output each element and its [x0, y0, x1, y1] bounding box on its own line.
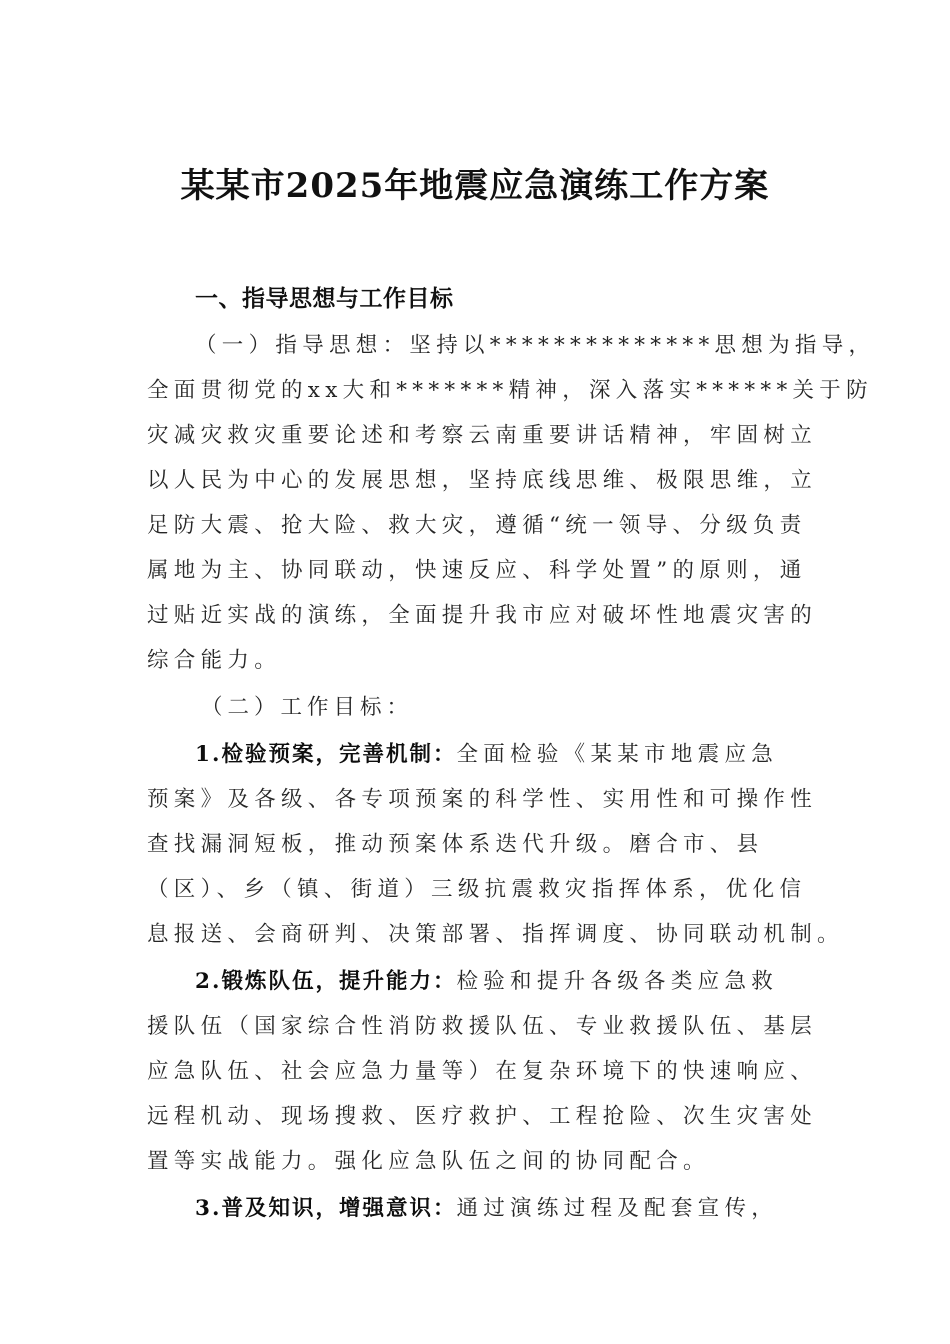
- goal-item-2-lead: 2.锻炼队伍，提升能力：: [195, 969, 457, 994]
- text-line: 应急队伍、社会应急力量等）在复杂环境下的快速响应、: [147, 1059, 818, 1084]
- text-line: 查找漏洞短板，推动预案体系迭代升级。磨合市、县: [147, 832, 764, 857]
- text-line: 远程机动、现场搜救、医疗救护、工程抢险、次生灾害处: [147, 1104, 818, 1129]
- text-line: 足防大震、抢大险、救大灾，遵循“统一领导、分级负责: [147, 513, 807, 538]
- text-line: 预案》及各级、各专项预案的科学性、实用性和可操作性: [147, 787, 818, 812]
- text-line: （一）指导思想：坚持以**************思想为指导，: [195, 333, 876, 358]
- text-line: 援队伍（国家综合性消防救援队伍、专业救援队伍、基层: [147, 1014, 818, 1039]
- text-line: 全面贯彻党的xx大和*******精神，深入落实******关于防: [147, 378, 873, 403]
- text-line: 息报送、会商研判、决策部署、指挥调度、协同联动机制。: [147, 922, 844, 947]
- goal-item-1: [147, 732, 844, 957]
- document-title: 某某市2025年地震应急演练工作方案: [180, 166, 770, 206]
- goal-item-1-lead: 1.检验预案，完善机制：: [195, 742, 457, 767]
- subheading-work-goals: （二）工作目标：: [201, 695, 414, 720]
- paragraph-guiding-ideology: [147, 323, 876, 683]
- goal-item-2: [147, 959, 818, 1184]
- text-line: 属地为主、协同联动，快速反应、科学处置”的原则，通: [147, 558, 807, 583]
- text-line: 灾减灾救灾重要论述和考察云南重要讲话精神，牢固树立: [147, 423, 818, 448]
- goal-item-3-text: 通过演练过程及配套宣传，: [456, 1196, 779, 1221]
- goal-item-3-lead: 3.普及知识，增强意识：: [195, 1196, 457, 1221]
- section-heading-guiding-ideology-and-goals: 一、指导思想与工作目标: [195, 286, 454, 312]
- text-line: 过贴近实战的演练，全面提升我市应对破坏性地震灾害的: [147, 603, 818, 628]
- text-line: 综合能力。: [147, 648, 282, 673]
- text-line: 置等实战能力。强化应急队伍之间的协同配合。: [147, 1149, 710, 1174]
- goal-item-3: [147, 1186, 807, 1231]
- document-body: [147, 279, 876, 1231]
- text-line: （区）、乡（镇、街道）三级抗震救灾指挥体系，优化信: [147, 877, 807, 902]
- text-line: 以人民为中心的发展思想，坚持底线思维、极限思维，立: [147, 468, 818, 493]
- goal-item-2-text: 检验和提升各级各类应急救: [456, 969, 779, 994]
- goal-item-1-text: 全面检验《某某市地震应急: [456, 742, 779, 767]
